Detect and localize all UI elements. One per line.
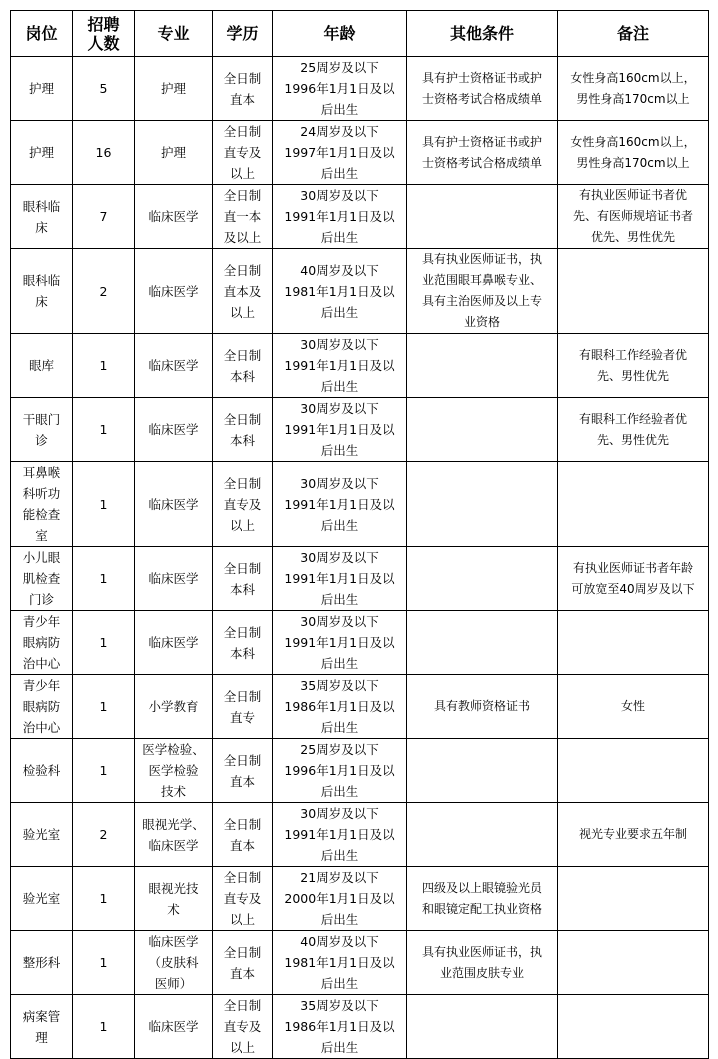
header-major: 专业 <box>135 11 213 57</box>
cell-other-conditions: 具有教师资格证书 <box>407 675 558 739</box>
table-row <box>11 121 709 185</box>
cell-remarks: 有眼科工作经验者优 先、男性优先 <box>558 334 709 398</box>
header-row <box>11 11 709 57</box>
cell-remarks: 女性 <box>558 675 709 739</box>
cell-remarks <box>558 931 709 995</box>
cell-headcount: 16 <box>73 121 135 185</box>
header-headcount: 招聘 人数 <box>73 11 135 57</box>
table-body <box>11 57 709 1059</box>
header-remarks: 备注 <box>558 11 709 57</box>
cell-post: 护理 <box>11 121 73 185</box>
cell-age: 30周岁及以下 1991年1月1日及以 后出生 <box>273 803 407 867</box>
cell-age: 21周岁及以下 2000年1月1日及以 后出生 <box>273 867 407 931</box>
cell-post: 干眼门 诊 <box>11 398 73 462</box>
table-row <box>11 803 709 867</box>
cell-post: 病案管 理 <box>11 995 73 1059</box>
table-row <box>11 995 709 1059</box>
cell-education: 全日制 直本 <box>213 931 273 995</box>
cell-remarks: 视光专业要求五年制 <box>558 803 709 867</box>
cell-remarks <box>558 249 709 334</box>
cell-headcount: 2 <box>73 803 135 867</box>
cell-post: 眼科临 床 <box>11 185 73 249</box>
cell-headcount: 2 <box>73 249 135 334</box>
cell-remarks <box>558 995 709 1059</box>
cell-education: 全日制 本科 <box>213 398 273 462</box>
cell-post: 青少年 眼病防 治中心 <box>11 611 73 675</box>
cell-major: 小学教育 <box>135 675 213 739</box>
cell-education: 全日制 直本 <box>213 739 273 803</box>
cell-other-conditions <box>407 334 558 398</box>
table-row <box>11 462 709 547</box>
cell-major: 眼视光技 术 <box>135 867 213 931</box>
table-row <box>11 611 709 675</box>
cell-education: 全日制 直专及 以上 <box>213 867 273 931</box>
cell-education: 全日制 直专及 以上 <box>213 462 273 547</box>
cell-post: 整形科 <box>11 931 73 995</box>
cell-headcount: 1 <box>73 931 135 995</box>
cell-headcount: 1 <box>73 611 135 675</box>
cell-education: 全日制 本科 <box>213 547 273 611</box>
header-age: 年龄 <box>273 11 407 57</box>
cell-other-conditions <box>407 995 558 1059</box>
table-row <box>11 398 709 462</box>
cell-age: 35周岁及以下 1986年1月1日及以 后出生 <box>273 675 407 739</box>
cell-education: 全日制 直本 <box>213 803 273 867</box>
cell-age: 30周岁及以下 1991年1月1日及以 后出生 <box>273 547 407 611</box>
table-row <box>11 547 709 611</box>
cell-age: 35周岁及以下 1986年1月1日及以 后出生 <box>273 995 407 1059</box>
cell-other-conditions <box>407 803 558 867</box>
cell-age: 30周岁及以下 1991年1月1日及以 后出生 <box>273 398 407 462</box>
cell-other-conditions: 具有护士资格证书或护 士资格考试合格成绩单 <box>407 121 558 185</box>
cell-remarks <box>558 611 709 675</box>
cell-post: 护理 <box>11 57 73 121</box>
cell-other-conditions <box>407 462 558 547</box>
cell-major: 临床医学 <box>135 334 213 398</box>
cell-education: 全日制 直一本 及以上 <box>213 185 273 249</box>
cell-post: 青少年 眼病防 治中心 <box>11 675 73 739</box>
cell-major: 临床医学 （皮肤科 医师） <box>135 931 213 995</box>
cell-remarks: 有执业医师证书者优 先、有医师规培证书者 优先、男性优先 <box>558 185 709 249</box>
cell-remarks <box>558 739 709 803</box>
cell-other-conditions <box>407 739 558 803</box>
cell-major: 临床医学 <box>135 547 213 611</box>
cell-education: 全日制 直本 <box>213 57 273 121</box>
cell-headcount: 1 <box>73 675 135 739</box>
table-row <box>11 867 709 931</box>
cell-headcount: 1 <box>73 867 135 931</box>
table-row <box>11 334 709 398</box>
cell-age: 40周岁及以下 1981年1月1日及以 后出生 <box>273 249 407 334</box>
cell-other-conditions: 具有执业医师证书，执 业范围眼耳鼻喉专业、 具有主治医师及以上专 业资格 <box>407 249 558 334</box>
cell-major: 临床医学 <box>135 611 213 675</box>
cell-age: 30周岁及以下 1991年1月1日及以 后出生 <box>273 462 407 547</box>
table-row <box>11 57 709 121</box>
cell-post: 验光室 <box>11 803 73 867</box>
cell-headcount: 1 <box>73 547 135 611</box>
cell-remarks <box>558 462 709 547</box>
cell-other-conditions: 具有执业医师证书，执 业范围皮肤专业 <box>407 931 558 995</box>
cell-other-conditions <box>407 398 558 462</box>
cell-major: 临床医学 <box>135 995 213 1059</box>
cell-other-conditions <box>407 547 558 611</box>
cell-major: 临床医学 <box>135 249 213 334</box>
cell-major: 临床医学 <box>135 398 213 462</box>
cell-age: 25周岁及以下 1996年1月1日及以 后出生 <box>273 57 407 121</box>
cell-headcount: 1 <box>73 739 135 803</box>
cell-education: 全日制 直专及 以上 <box>213 995 273 1059</box>
cell-post: 小儿眼 肌检查 门诊 <box>11 547 73 611</box>
header-post: 岗位 <box>11 11 73 57</box>
cell-age: 30周岁及以下 1991年1月1日及以 后出生 <box>273 334 407 398</box>
cell-other-conditions: 四级及以上眼镜验光员 和眼镜定配工执业资格 <box>407 867 558 931</box>
cell-major: 眼视光学、 临床医学 <box>135 803 213 867</box>
cell-age: 40周岁及以下 1981年1月1日及以 后出生 <box>273 931 407 995</box>
table-row <box>11 185 709 249</box>
table-row <box>11 931 709 995</box>
cell-headcount: 1 <box>73 334 135 398</box>
cell-other-conditions <box>407 611 558 675</box>
cell-post: 眼科临 床 <box>11 249 73 334</box>
cell-post: 耳鼻喉 科听功 能检查 室 <box>11 462 73 547</box>
cell-remarks: 有执业医师证书者年龄 可放宽至40周岁及以下 <box>558 547 709 611</box>
cell-age: 24周岁及以下 1997年1月1日及以 后出生 <box>273 121 407 185</box>
cell-headcount: 1 <box>73 462 135 547</box>
cell-education: 全日制 本科 <box>213 611 273 675</box>
cell-education: 全日制 本科 <box>213 334 273 398</box>
table-row <box>11 249 709 334</box>
cell-post: 检验科 <box>11 739 73 803</box>
header-other-conditions: 其他条件 <box>407 11 558 57</box>
cell-other-conditions <box>407 185 558 249</box>
cell-major: 临床医学 <box>135 185 213 249</box>
cell-remarks <box>558 867 709 931</box>
cell-headcount: 5 <box>73 57 135 121</box>
cell-remarks: 有眼科工作经验者优 先、男性优先 <box>558 398 709 462</box>
cell-major: 医学检验、 医学检验 技术 <box>135 739 213 803</box>
cell-headcount: 1 <box>73 995 135 1059</box>
cell-age: 30周岁及以下 1991年1月1日及以 后出生 <box>273 185 407 249</box>
cell-remarks: 女性身高160cm以上， 男性身高170cm以上 <box>558 121 709 185</box>
cell-headcount: 1 <box>73 398 135 462</box>
cell-education: 全日制 直专及 以上 <box>213 121 273 185</box>
cell-major: 临床医学 <box>135 462 213 547</box>
cell-remarks: 女性身高160cm以上， 男性身高170cm以上 <box>558 57 709 121</box>
recruitment-table <box>10 10 709 1059</box>
table-row <box>11 739 709 803</box>
cell-major: 护理 <box>135 121 213 185</box>
cell-other-conditions: 具有护士资格证书或护 士资格考试合格成绩单 <box>407 57 558 121</box>
cell-age: 25周岁及以下 1996年1月1日及以 后出生 <box>273 739 407 803</box>
header-education: 学历 <box>213 11 273 57</box>
cell-age: 30周岁及以下 1991年1月1日及以 后出生 <box>273 611 407 675</box>
table-row <box>11 675 709 739</box>
cell-education: 全日制 直本及 以上 <box>213 249 273 334</box>
cell-major: 护理 <box>135 57 213 121</box>
cell-post: 眼库 <box>11 334 73 398</box>
cell-education: 全日制 直专 <box>213 675 273 739</box>
cell-headcount: 7 <box>73 185 135 249</box>
cell-post: 验光室 <box>11 867 73 931</box>
